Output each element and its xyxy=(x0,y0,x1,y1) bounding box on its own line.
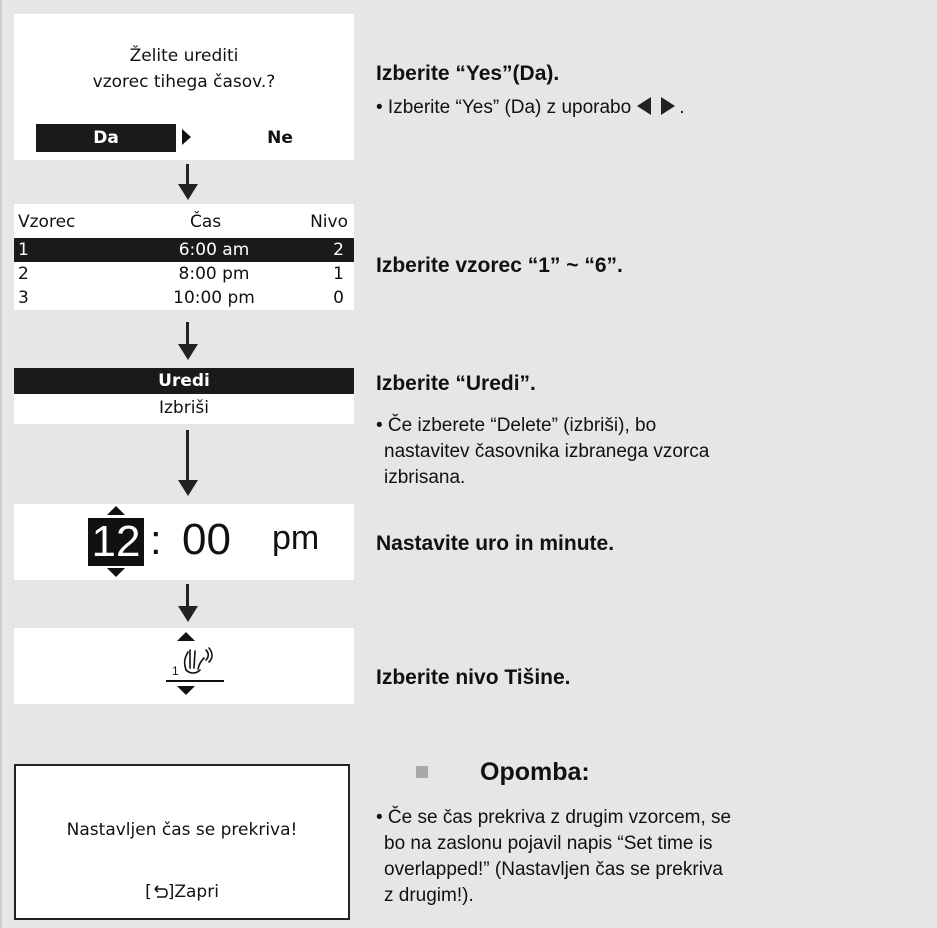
close-button[interactable]: [ ]Zapri xyxy=(145,882,219,902)
pattern-cell: 1 xyxy=(18,240,29,260)
step1-bullet: • Izberite “Yes” (Da) z uporabo . xyxy=(376,97,685,118)
step3-title: Izberite “Uredi”. xyxy=(376,372,536,395)
column-header-pattern: Vzorec xyxy=(18,212,76,232)
note-line4: z drugim!). xyxy=(384,885,474,906)
hour-value[interactable]: 12 xyxy=(88,518,144,566)
step1-title: Izberite “Yes”(Da). xyxy=(376,62,560,85)
arrow-right-icon xyxy=(182,129,191,145)
table-row[interactable] xyxy=(14,238,354,262)
pattern-cell: 3 xyxy=(18,288,29,308)
overlap-message: Nastavljen čas se prekriva! xyxy=(66,820,298,840)
quiet-level-setter xyxy=(14,628,354,704)
step1-bullet-text: • Izberite “Yes” (Da) z uporabo xyxy=(376,97,632,118)
confirm-question-line1: Želite urediti xyxy=(129,46,239,66)
down-arrow-icon xyxy=(176,584,200,622)
yes-button[interactable]: Da xyxy=(36,124,176,152)
note-line3: overlapped!” (Nastavljen čas se prekriva xyxy=(384,859,723,880)
pattern-table xyxy=(14,204,354,310)
level-value: 1 xyxy=(172,664,179,678)
time-cell: 6:00 am xyxy=(178,240,250,260)
note-line2: bo na zaslonu pojavil napis “Set time is xyxy=(384,833,713,854)
time-cell: 8:00 pm xyxy=(178,264,250,284)
down-arrow-icon xyxy=(176,164,200,200)
column-header-level: Nivo xyxy=(310,212,348,232)
step3-bullet-line2: nastavitev časovnika izbranega vzorca xyxy=(384,441,710,462)
decrease-level-icon[interactable] xyxy=(177,686,195,695)
delete-menu-item[interactable]: Izbriši xyxy=(158,398,210,418)
time-separator: : xyxy=(150,516,162,563)
no-button[interactable]: Ne xyxy=(267,128,293,148)
increase-level-icon[interactable] xyxy=(177,632,195,641)
table-row[interactable] xyxy=(14,262,354,286)
page-edge-line xyxy=(0,0,2,928)
decrease-hour-icon[interactable] xyxy=(107,568,125,577)
overlap-warning-dialog xyxy=(14,764,350,920)
arrow-left-icon xyxy=(637,97,651,115)
step5-title: Izberite nivo Tišine. xyxy=(376,666,571,689)
edit-menu xyxy=(14,368,354,424)
level-cell: 2 xyxy=(333,240,344,260)
step2-title: Izberite vzorec “1” ~ “6”. xyxy=(376,254,623,277)
hand-gesture-icon xyxy=(174,644,218,676)
column-header-time: Čas xyxy=(190,212,222,232)
down-arrow-icon xyxy=(176,322,200,360)
edit-menu-item[interactable]: Uredi xyxy=(14,368,354,394)
step4-title: Nastavite uro in minute. xyxy=(376,532,615,555)
down-arrow-icon xyxy=(176,430,200,496)
increase-hour-icon[interactable] xyxy=(107,506,125,515)
minutes-value[interactable]: 00 xyxy=(182,515,231,564)
back-icon xyxy=(152,885,168,899)
level-cell: 1 xyxy=(333,264,344,284)
time-setter xyxy=(14,504,354,580)
note-line1: • Če se čas prekriva z drugim vzorcem, se xyxy=(376,807,732,828)
level-baseline xyxy=(166,680,224,682)
close-label: Zapri xyxy=(174,882,219,902)
step3-bullet-line3: izbrisana. xyxy=(384,467,466,488)
note-title: Opomba: xyxy=(480,758,590,786)
table-row[interactable] xyxy=(14,286,354,310)
time-cell: 10:00 pm xyxy=(173,288,255,308)
level-cell: 0 xyxy=(333,288,344,308)
confirm-edit-dialog xyxy=(14,14,354,160)
pattern-cell: 2 xyxy=(18,264,29,284)
note-marker-icon xyxy=(416,766,428,778)
step3-bullet-line1: • Če izberete “Delete” (izbriši), bo xyxy=(376,415,657,436)
ampm-value[interactable]: pm xyxy=(272,519,320,557)
arrow-right-icon xyxy=(661,97,675,115)
confirm-question-line2: vzorec tihega časov.? xyxy=(92,72,276,92)
